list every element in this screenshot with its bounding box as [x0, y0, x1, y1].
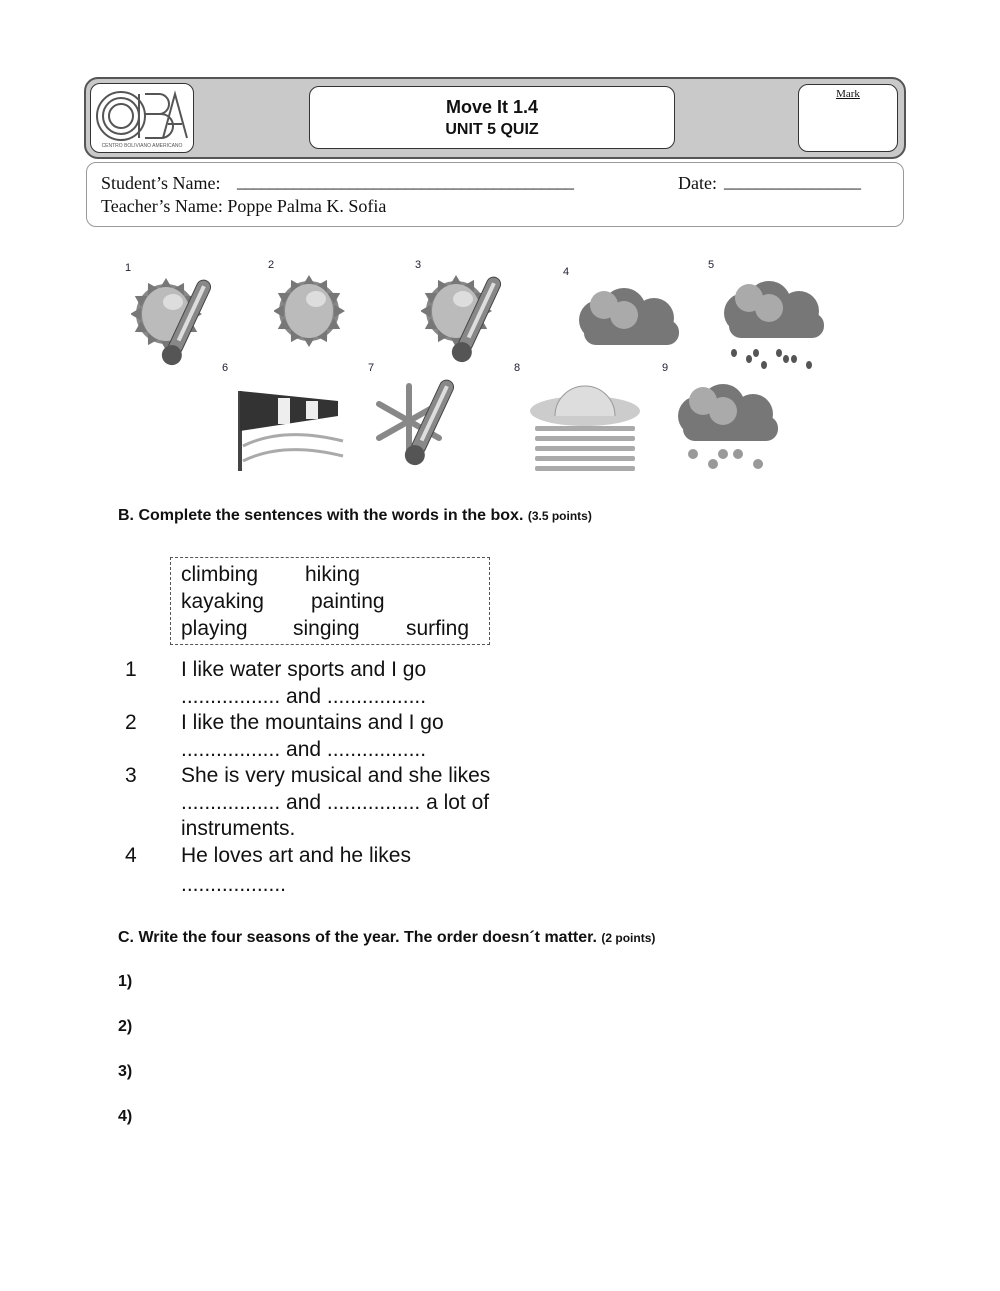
- picture-number: 6: [222, 362, 229, 374]
- school-logo: [90, 83, 194, 153]
- picture-number: 3: [415, 259, 422, 271]
- word: singing: [293, 617, 360, 640]
- picture-number: 7: [368, 362, 375, 374]
- sentence-text: He loves art and he likes: [181, 844, 411, 867]
- mark-box[interactable]: [798, 84, 898, 152]
- fill-in-blank-line[interactable]: ................. and ................ a lot of: [181, 791, 490, 814]
- fill-in-blank-line[interactable]: ..................: [181, 873, 287, 896]
- section-b-heading: [118, 507, 592, 525]
- sun-icon: [274, 273, 404, 371]
- section-b-title: B. Complete the sentences with the words in the box.: [118, 507, 524, 524]
- snow-cloud-icon: [668, 376, 798, 474]
- weather-picture-5: [708, 255, 844, 371]
- student-name-blank[interactable]: __________________________________________: [237, 171, 573, 191]
- sun-thermometer-icon: [421, 273, 551, 371]
- sentence-text: I like water sports and I go: [181, 658, 427, 681]
- weather-picture-2: [268, 255, 404, 371]
- rain-cloud-icon: [714, 273, 844, 371]
- title-box: [309, 86, 675, 149]
- picture-number: 8: [514, 362, 521, 374]
- picture-number: 1: [125, 262, 132, 274]
- quiz-title: Move It 1.4: [445, 97, 539, 117]
- season-answer-1[interactable]: 1): [118, 973, 133, 990]
- snowflake-thermometer-icon: [374, 376, 504, 474]
- weather-picture-6: [222, 358, 358, 474]
- section-c-title: C. Write the four seasons of the year. The order doesn´t matter.: [118, 929, 597, 946]
- svg-text:CENTRO BOLIVIANO AMERICANO: CENTRO BOLIVIANO AMERICANO: [101, 143, 183, 149]
- student-name-label: Student’s Name:: [101, 173, 221, 193]
- word-box: [170, 557, 490, 645]
- picture-number: 2: [268, 259, 275, 271]
- sentence-number: 1: [125, 658, 137, 681]
- weather-picture-3: [415, 255, 551, 371]
- weather-picture-8: [514, 358, 650, 474]
- sentence-number: 3: [125, 764, 137, 787]
- picture-number: 5: [708, 259, 715, 271]
- weather-picture-9: [662, 358, 798, 474]
- date-label: Date:: [678, 173, 717, 193]
- word: hiking: [305, 563, 360, 586]
- word: playing: [181, 617, 248, 640]
- fill-in-blank-line[interactable]: ................. and .................: [181, 738, 427, 761]
- weather-picture-7: [368, 358, 504, 474]
- sentence-number: 4: [125, 844, 137, 867]
- windsock-icon: [228, 376, 358, 474]
- word: painting: [311, 590, 385, 613]
- section-c-heading: [118, 929, 655, 947]
- weather-picture-1: [125, 258, 261, 374]
- picture-number: 9: [662, 362, 669, 374]
- season-answer-3[interactable]: 3): [118, 1063, 133, 1080]
- teacher-name: Teacher’s Name: Poppe Palma K. Sofia: [101, 196, 387, 216]
- date-blank[interactable]: _________________: [724, 171, 860, 191]
- info-box: [86, 162, 904, 227]
- sentence-text: I like the mountains and I go: [181, 711, 444, 734]
- section-b-points: (3.5 points): [527, 509, 592, 523]
- fill-in-blank-line[interactable]: ................. and .................: [181, 685, 427, 708]
- quiz-subtitle: UNIT 5 QUIZ: [445, 121, 539, 138]
- word: surfing: [406, 617, 470, 640]
- sentence-text: instruments.: [181, 817, 296, 840]
- season-answer-2[interactable]: 2): [118, 1018, 133, 1035]
- picture-number: 4: [563, 266, 570, 278]
- sentence-number: 2: [125, 711, 137, 734]
- word: kayaking: [181, 590, 264, 613]
- word: climbing: [181, 563, 259, 586]
- sentence-text: She is very musical and she likes: [181, 764, 491, 787]
- section-c-points: (2 points): [601, 931, 656, 945]
- fog-icon: [520, 376, 650, 474]
- season-answer-4[interactable]: 4): [118, 1108, 133, 1125]
- mark-label: Mark: [836, 88, 860, 100]
